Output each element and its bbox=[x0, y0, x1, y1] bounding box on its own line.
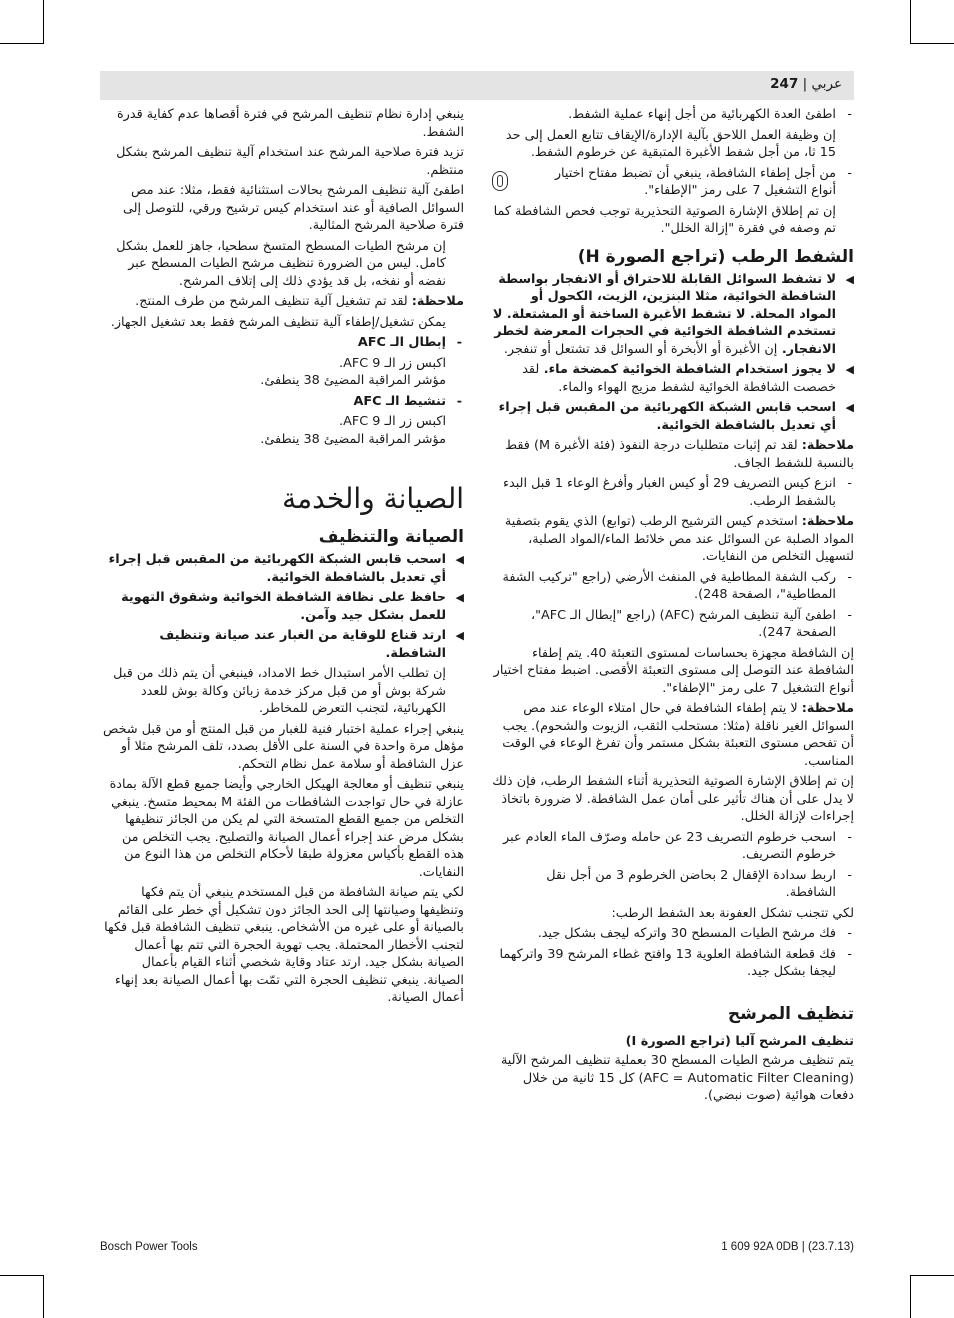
off-symbol-icon bbox=[492, 171, 508, 191]
paragraph: إن وظيفة العمل اللاحق بآلية الإدارة/الإيقاف تتابع العمل إلى حد 15 ثا، من أجل شفط الأغبرة المتبقية عن خرطوم الشفط. bbox=[505, 127, 836, 160]
instruction-item: - انزع كيس التصريف 29 أو كيس الغبار وأفرغ الوعاء 1 قبل البدء بالشفط الرطب. bbox=[492, 475, 854, 510]
instruction-item: - اربط سدادة الإقفال 2 بحاضن الخرطوم 3 من أجل نقل الشافطة. bbox=[492, 867, 854, 902]
warning-item bbox=[100, 551, 464, 586]
page-number: 247 bbox=[770, 76, 799, 92]
subsection-title: تنظيف المرشح آليا (تراجع الصورة I) bbox=[625, 1033, 854, 1049]
warning-triangle-icon: ◀ bbox=[845, 401, 854, 414]
note-text: استخدم كيس الترشيح الرطب (توابع) الذي يقوم بتصفية المواد الصلبة عن السوائل عند مص خلائط الماء/المواد الصلبة، لتسهيل التخلص من النفايات. bbox=[504, 514, 854, 564]
paragraph: إن مرشح الطيات المسطح المتسخ سطحيا، جاهز للعمل بشكل كامل. ليس من الضرورة تنظيف مرشح الطيات المسطح عبر نفضه أو نفخه، بل قد يؤدي ذلك إلى إتلاف المرشح. bbox=[116, 238, 446, 289]
paragraph: ينبغي إدارة نظام تنظيف المرشح في فترة أقصاها عدم كفاية قدرة الشفط. bbox=[116, 107, 464, 140]
header-text bbox=[770, 76, 842, 92]
warning-item bbox=[492, 361, 854, 396]
warning-text: ارتد قناع للوقاية من الغبار عند صيانة وتنظيف الشافطة. bbox=[159, 628, 446, 661]
note-text: لقد تم إثبات متطلبات درجة النفوذ (فئة الأغبرة M) فقط بالنسبة للشفط الجاف. bbox=[505, 438, 854, 471]
paragraph: إن تم إطلاق الإشارة الصوتية التحذيرية أثناء الشفط الرطب، فإن ذلك لا يدل على أن هناك تأثير على أمان عمل الشافطة. لا ضرورة باتخاذ إجراءات لإزالة الخلل. bbox=[492, 774, 854, 824]
warning-triangle-icon: ◀ bbox=[455, 629, 464, 642]
warning-text: لا تشفط السوائل القابلة للاحتراق أو الانفجار بواسطة الشافطة الخوائية، مثلا البنزين، الزيت، الكحول أو المواد المحلة. لا تشفط الأغبرة الساخنة أو المشتعلة. لا تستخدم الشافطة الخوائية في الحجرات المعرضة لخطر الانفجار. bbox=[492, 271, 836, 357]
crop-mark bbox=[43, 0, 44, 44]
crop-mark bbox=[910, 0, 911, 44]
crop-mark bbox=[910, 43, 954, 44]
crop-mark bbox=[0, 43, 44, 44]
paragraph: لكي يتم صيانة الشافطة من قبل المستخدم ينبغي أن يتم فكها وتنظيفها وصيانتها إلى الحد الجائز دون تشكيل أي خطر على القائم بالصيانة أو على غيره من الأشخاص. ينبغي تنظيف الشافطة قبل فكها لتجنب الأخطار المحتملة. يجب تهوية الحجرة التي تتم بها أعمال الصيانة بشكل جيد. ارتد عتاد وقاية شخصي أثناء القيام بأعمال الصيانة. ينبغي تنظيف الحجرة التي تمّت بها أعمال الصيانة بعد إنهاء أعمال الصيانة. bbox=[104, 885, 464, 1005]
warning-item bbox=[100, 589, 464, 624]
right-column bbox=[492, 106, 854, 1108]
note-text: لا يتم إطفاء الشافطة في حال امتلاء الوعاء عند مص السوائل الغير ناقلة (مثلا: مستحلب الثقب، الزيوت والشحوم). يجب أن تفحص مستوى التعبئة بشكل مستمر وأن تفرغ الوعاء في الوقت المناسب. bbox=[502, 701, 854, 769]
footer-doc-ref: 1 609 92A 0DB | (23.7.13) bbox=[721, 1241, 854, 1253]
warning-triangle-icon: ◀ bbox=[455, 553, 464, 566]
warning-triangle-icon: ◀ bbox=[845, 272, 854, 286]
warning-text: حافظ على نظافة الشافطة الخوائية وشقوق التهوية للعمل بشكل جيد وآمن. bbox=[121, 590, 446, 623]
paragraph: تزيد فترة صلاحية المرشح عند استخدام آلية تنظيف المرشح بشكل منتظم. bbox=[116, 145, 464, 178]
warning-triangle-icon: ◀ bbox=[455, 591, 464, 604]
warning-text: اسحب قابس الشبكة الكهربائية من المقبس قبل إجراء أي تعديل بالشافطة الخوائية. bbox=[498, 400, 836, 433]
afc-off-title: - إبطال الـ AFC bbox=[100, 334, 464, 352]
paragraph: اطفئ آلية تنظيف المرشح بحالات استثنائية فقط، مثلا: عند مص السوائل الصافية أو عند استخدام كيس ترشيح ورقي، للتوصل إلى فترة صلاحية المرشح المثالية. bbox=[122, 183, 464, 233]
paragraph: ينبغي إجراء عملية اختبار فنية للغبار من قبل المنتج أو من قبل شخص مؤهل مرة واحدة في السنة على الأقل بصدد، تلف المرشح مثلا أو عزل الشافطة أو سلامة عمل نظام التحكم. bbox=[102, 721, 464, 772]
instruction-text: اكبس زر الـ 9 AFC. bbox=[339, 414, 446, 429]
paragraph: يتم تنظيف مرشح الطيات المسطح 30 بعملية تنظيف المرشح الآلية (AFC = Automatic Filter Cleaning) كل 15 ثانية من خلال دفعات هوائية (صوت نبضي). bbox=[500, 1053, 854, 1103]
page-header bbox=[100, 71, 854, 100]
warning-item bbox=[492, 399, 854, 434]
note-label: ملاحظة: bbox=[801, 438, 854, 453]
chapter-title: الصيانة والخدمة bbox=[282, 482, 464, 515]
warning-text: اسحب قابس الشبكة الكهربائية من المقبس قبل إجراء أي تعديل بالشافطة الخوائية. bbox=[108, 552, 446, 585]
section-title-wet: الشفط الرطب (تراجع الصورة H) bbox=[577, 246, 854, 267]
crop-mark bbox=[910, 1275, 911, 1318]
note bbox=[492, 437, 854, 472]
header-language: عربي bbox=[811, 76, 842, 92]
crop-mark bbox=[0, 1275, 44, 1276]
footer-brand: Bosch Power Tools bbox=[100, 1241, 198, 1253]
section-title-maintenance: الصيانة والتنظيف bbox=[318, 527, 464, 547]
warning-note: لقد خصصت الشافطة الخوائية لشفط مزيج الهواء والماء. bbox=[522, 362, 836, 395]
paragraph: إن تم إطلاق الإشارة الصوتية التحذيرية توجب فحص الشافطة كما تم وصفه في فقرة "إزالة الخلل". bbox=[493, 203, 836, 236]
note bbox=[100, 293, 464, 311]
paragraph: إن تطلب الأمر استبدال خط الامداد، فينبغي أن يتم ذلك من قبل شركة بوش أو من قبل مركز خدمة زبائن وكالة بوش للعدد الكهربائية، لتجنب التعرض للمخاطر. bbox=[113, 666, 446, 716]
note-label: ملاحظة: bbox=[801, 514, 854, 529]
note-label: ملاحظة: bbox=[411, 294, 464, 309]
paragraph: يمكن تشغيل/إطفاء آلية تنظيف المرشح فقط بعد تشغيل الجهاز. bbox=[110, 314, 446, 330]
crop-mark bbox=[910, 1275, 954, 1276]
paragraph: لكي تتجنب تشكل العفونة بعد الشفط الرطب: bbox=[611, 905, 854, 921]
warning-triangle-icon: ◀ bbox=[845, 363, 854, 376]
warning-note: إن الأغبرة أو الأبخرة أو السوائل قد تشتعل أو تنفجر. bbox=[503, 341, 778, 357]
note bbox=[492, 513, 854, 566]
warning-text: لا يجوز استخدام الشافطة الخوائية كمضخة ماء. bbox=[543, 362, 836, 377]
warning-item bbox=[100, 627, 464, 662]
instruction-text: اكبس زر الـ 9 AFC. bbox=[339, 355, 446, 371]
header-separator: | bbox=[798, 76, 808, 92]
warning-item bbox=[492, 271, 854, 359]
instruction-item: - ركب الشفة المطاطية في المنفث الأرضي (راجع "تركيب الشفة المطاطية"، الصفحة 248). bbox=[492, 569, 854, 604]
instruction-item: - اطفئ العدة الكهربائية من أجل إنهاء عملية الشفط. bbox=[492, 106, 854, 124]
instruction-item: - من أجل إطفاء الشافطة، ينبغي أن تضبط مفتاح اختيار أنواع التشغيل 7 على رمز "الإطفاء". bbox=[532, 165, 854, 200]
instruction-item: - فك مرشح الطيات المسطح 30 واتركه ليجف بشكل جيد. bbox=[492, 925, 854, 943]
switch-off-block bbox=[492, 165, 854, 200]
left-column bbox=[100, 106, 464, 1010]
note-text: لقد تم تشغيل آلية تنظيف المرشح من طرف المنتج. bbox=[135, 294, 408, 309]
paragraph: ينبغي تنظيف أو معالجة الهيكل الخارجي وأيضا جميع قطع الآلة بمادة عازلة في حال تواجدت الشافطات من الفئة M بمحيط متسخ. ينبغي التخلص من جميع القطع المتسخة التي لم يكن من الجائز تنظيفها بشكل مرض عند إجراء أعمال الصيانة والتصليح. يجب التخلص من هذه القطع بأكياس معزولة طبقا لأحكام التخلص من هذا النوع من النفايات. bbox=[109, 777, 464, 880]
instruction-text: مؤشر المراقبة المضيئ 38 ينطفئ. bbox=[260, 431, 446, 447]
afc-on-title: - تنشيط الـ AFC bbox=[100, 393, 464, 411]
instruction-item: - اطفئ آلية تنظيف المرشح (AFC) (راجع "إبطال الـ AFC"، الصفحة 247). bbox=[492, 607, 854, 642]
instruction-item: - فك قطعة الشافطة العلوية 13 وافتح غطاء المرشح 39 واتركهما ليجفا بشكل جيد. bbox=[492, 946, 854, 981]
paragraph: إن الشافطة مجهزة بحساسات لمستوى التعبئة 40. يتم إطفاء الشافطة عند التوصل إلى مستوى التعبئة الأقصى. اضبط مفتاح اختيار أنواع التشغيل 7 على رمز "الإطفاء". bbox=[493, 645, 854, 696]
note bbox=[492, 700, 854, 770]
section-title-filter: تنظيف المرشح bbox=[727, 1003, 854, 1024]
crop-mark bbox=[43, 1275, 44, 1318]
instruction-text: مؤشر المراقبة المضيئ 38 ينطفئ. bbox=[260, 373, 446, 388]
instruction-item: - اسحب خرطوم التصريف 23 عن حامله وصرّف الماء العادم عبر خرطوم التصريف. bbox=[492, 829, 854, 864]
note-label: ملاحظة: bbox=[801, 701, 854, 716]
